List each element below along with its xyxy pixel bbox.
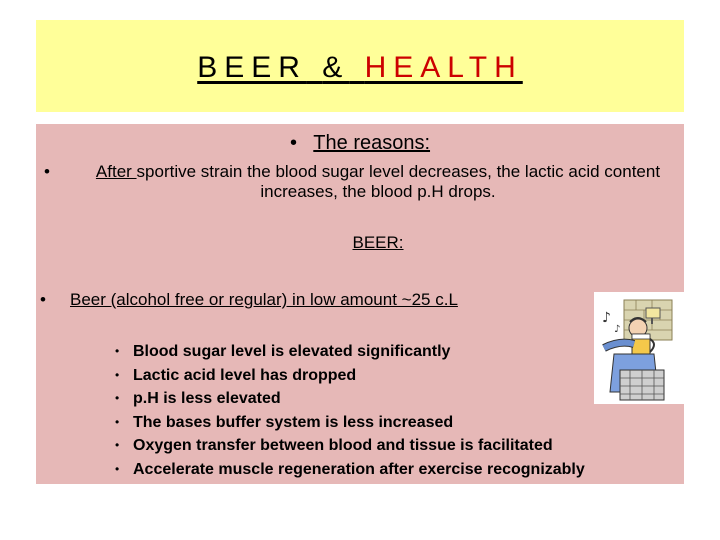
list-item-text: Lactic acid level has dropped [133, 366, 357, 384]
reasons-heading [0, 132, 720, 155]
svg-text:♪: ♪ [614, 324, 621, 335]
bullet: • [115, 461, 120, 476]
paragraph-lead: After [95, 162, 137, 181]
list-item-text: The bases buffer system is less increased [133, 413, 454, 431]
beer-heading: BEER: [352, 233, 404, 252]
list-item-text: p.H is less elevated [133, 390, 281, 407]
beer-amount-text: Beer (alcohol free or regular) in low amount ~25 c.L [70, 290, 458, 309]
bullet: • [115, 438, 120, 452]
man-drinking-beer-clipart-icon [594, 292, 684, 404]
slide-title [0, 48, 720, 88]
bullet: • [115, 344, 120, 358]
title-word-beer: BEER [197, 51, 307, 84]
paragraph-body: sportive strain the blood sugar level decreases, the lactic acid content increases, the blood p.H drops. [136, 162, 661, 201]
reasons-label: The reasons: [313, 132, 431, 154]
svg-text:♪: ♪ [602, 310, 611, 326]
bullet: • [40, 290, 46, 309]
paragraph-text [75, 162, 681, 202]
bullet: • [115, 414, 120, 429]
title-ampersand: & [322, 51, 350, 84]
bullet: • [44, 162, 50, 181]
title-word-health: HEALTH [364, 51, 523, 84]
list-item-text: Oxygen transfer between blood and tissue is facilitated [133, 437, 553, 454]
list-item-text: Blood sugar level is elevated significantly [133, 343, 451, 360]
list-item-text: Accelerate muscle regeneration after exercise recognizably [133, 460, 585, 478]
bullet: • [115, 391, 120, 405]
bullet: • [289, 132, 297, 154]
bullet: • [115, 367, 120, 382]
